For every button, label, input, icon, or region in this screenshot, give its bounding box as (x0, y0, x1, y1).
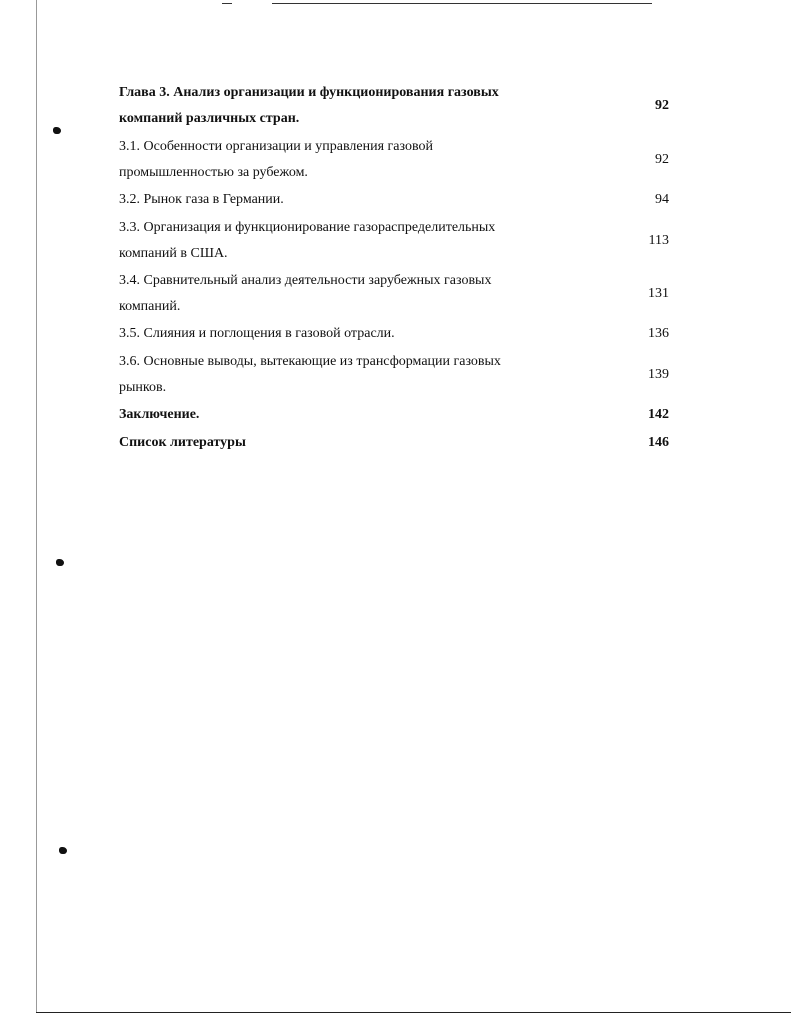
toc-entry-title: 3.1. Особенности организации и управления газовой промышленностью за рубежом. (119, 138, 433, 180)
punch-hole-mark (59, 847, 67, 854)
toc-entry-bibliography (119, 429, 669, 457)
toc-entry-page: 92 (655, 151, 669, 167)
toc-entry-title: Глава 3. Анализ организации и функционирования газовых компаний различных стран. (119, 85, 499, 126)
toc-entry-title: 3.3. Организация и функционирование газораспределительных компаний в США. (119, 219, 496, 261)
toc-entry-page: 146 (648, 435, 669, 450)
toc-entry-3-2 (119, 186, 669, 214)
toc-entry-page: 92 (655, 98, 669, 113)
scan-edge-bottom (36, 1012, 791, 1013)
toc-entry-title: Список литературы (119, 435, 246, 450)
scan-edge-left (36, 0, 37, 1012)
toc-entry-3-5 (119, 320, 669, 348)
toc-entry-page: 136 (648, 326, 669, 341)
toc-entry-page: 142 (648, 407, 669, 422)
toc-entry-page: 94 (655, 192, 669, 207)
toc-entry-chapter-3 (119, 79, 669, 133)
toc-entry-title: 3.2. Рынок газа в Германии. (119, 192, 284, 207)
scan-edge-top (272, 3, 652, 4)
toc-entry-page: 139 (648, 366, 669, 382)
toc-entry-3-1 (119, 133, 669, 186)
punch-hole-mark (56, 559, 64, 566)
table-of-contents (119, 79, 669, 457)
toc-entry-page: 113 (648, 232, 669, 248)
punch-hole-mark (53, 127, 61, 134)
toc-entry-3-4 (119, 267, 669, 320)
toc-entry-title: 3.4. Сравнительный анализ деятельности зарубежных газовых компаний. (119, 272, 492, 314)
toc-entry-3-3 (119, 214, 669, 267)
scan-edge-top (222, 3, 232, 4)
toc-entry-page: 131 (648, 285, 669, 301)
toc-entry-title: Заключение. (119, 407, 200, 422)
toc-entry-title: 3.6. Основные выводы, вытекающие из трансформации газовых рынков. (119, 353, 501, 395)
toc-entry-title: 3.5. Слияния и поглощения в газовой отрасли. (119, 326, 395, 341)
toc-entry-conclusion (119, 401, 669, 429)
toc-entry-3-6 (119, 348, 669, 401)
